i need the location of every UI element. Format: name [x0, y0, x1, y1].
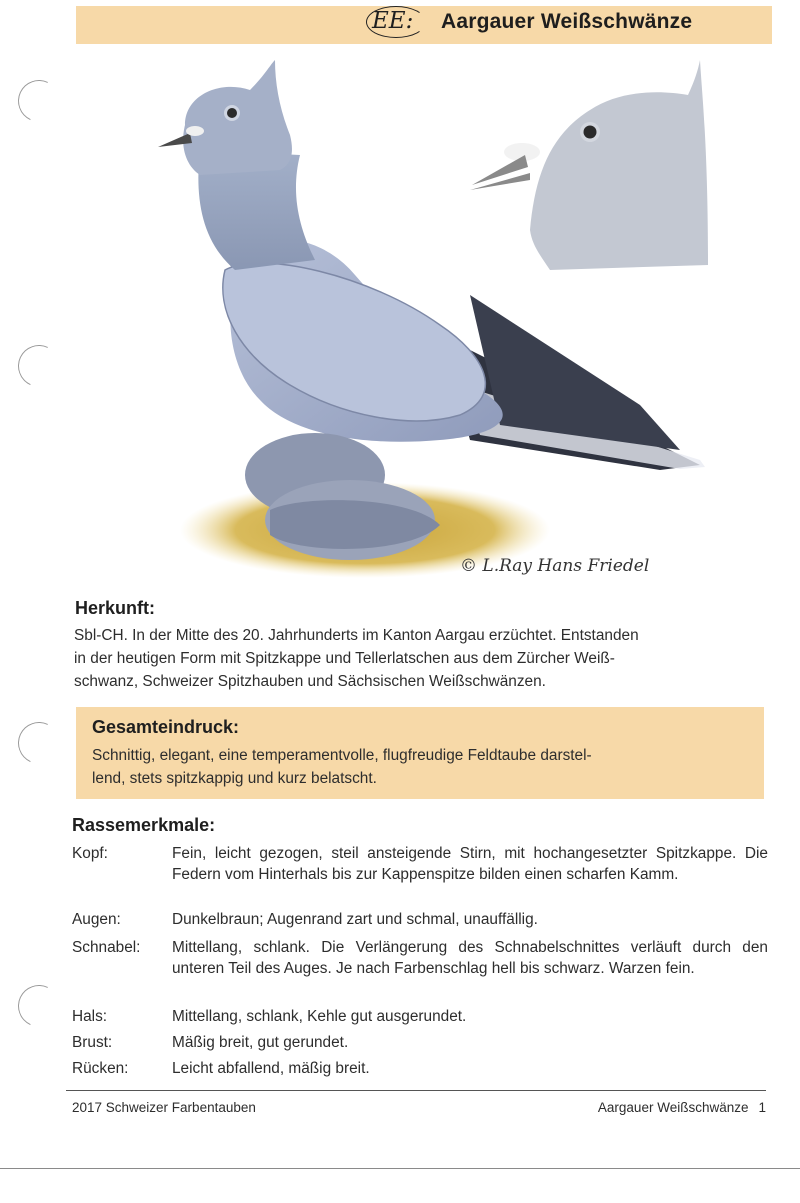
trait-text: Dunkelbraun; Augenrand zart und schmal, unauffällig.	[172, 911, 538, 928]
page-title: Aargauer Weißschwänze	[441, 10, 693, 33]
trait-text: Leicht abfallend, mäßig breit.	[172, 1060, 370, 1077]
trait-label: Brust:	[72, 1034, 113, 1051]
ee-logo	[372, 8, 413, 34]
rassemerkmale-heading: Rassemerkmale:	[72, 815, 216, 835]
trait-label: Kopf:	[72, 845, 108, 862]
punch-hole	[12, 716, 66, 770]
gesamteindruck-line: lend, stets spitzkappig und kurz belatscht.	[92, 770, 377, 787]
page-edge	[0, 1168, 800, 1169]
gesamteindruck-heading: Gesamteindruck:	[92, 717, 240, 737]
punch-hole	[12, 74, 66, 128]
punch-hole	[12, 339, 66, 393]
trait-label: Schnabel:	[72, 939, 141, 956]
gesamteindruck-line: Schnittig, elegant, eine temperamentvolle, flugfreudige Feldtaube darstel-	[92, 747, 592, 764]
ee-logo-text: EE:	[372, 8, 414, 34]
trait-text: Fein, leicht gezogen, steil ansteigende Stirn, mit hochangesetzter Spitzkappe. Die Federn vom Hinterhals bis zur Kappenspitze bilden einen scharfen Kamm.	[172, 845, 768, 883]
herkunft-text	[74, 624, 774, 693]
footer-publication: 2017 Schweizer Farbentauben	[72, 1100, 256, 1115]
herkunft-heading: Herkunft:	[75, 598, 155, 618]
herkunft-line: in der heutigen Form mit Spitzkappe und Tellerlatschen aus dem Zürcher Weiß-	[74, 650, 615, 667]
head-portrait	[470, 60, 708, 270]
herkunft-line: Sbl-CH. In der Mitte des 20. Jahrhunderts im Kanton Aargau erzüchtet. Entstanden	[74, 627, 639, 644]
page-number: 1	[758, 1100, 766, 1115]
cere	[186, 126, 204, 136]
footer-breed-title: Aargauer Weißschwänze	[597, 1100, 749, 1115]
footer-page-info	[598, 1100, 766, 1115]
footer-divider	[66, 1090, 766, 1091]
artist-signature: © L.Ray Hans Friedel	[460, 556, 650, 576]
trait-text: Mittellang, schlank, Kehle gut ausgerundet.	[172, 1008, 467, 1025]
trait-label: Rücken:	[72, 1060, 129, 1077]
trait-text: Mäßig breit, gut gerundet.	[172, 1034, 349, 1051]
gesamteindruck-text	[92, 744, 756, 790]
punch-hole	[12, 979, 66, 1033]
trait-label: Hals:	[72, 1008, 108, 1025]
trait-text: Mittellang, schlank. Die Verlängerung des Schnabelschnittes verläuft durch den unteren Teil des Auges. Je nach Farbenschlag hell bis schwarz. Warzen fein.	[172, 939, 768, 977]
herkunft-line: schwanz, Schweizer Spitzhauben und Sächsischen Weißschwänzen.	[74, 673, 546, 690]
trait-label: Augen:	[72, 911, 121, 928]
eye	[227, 108, 237, 118]
pigeon-illustration	[140, 55, 760, 610]
